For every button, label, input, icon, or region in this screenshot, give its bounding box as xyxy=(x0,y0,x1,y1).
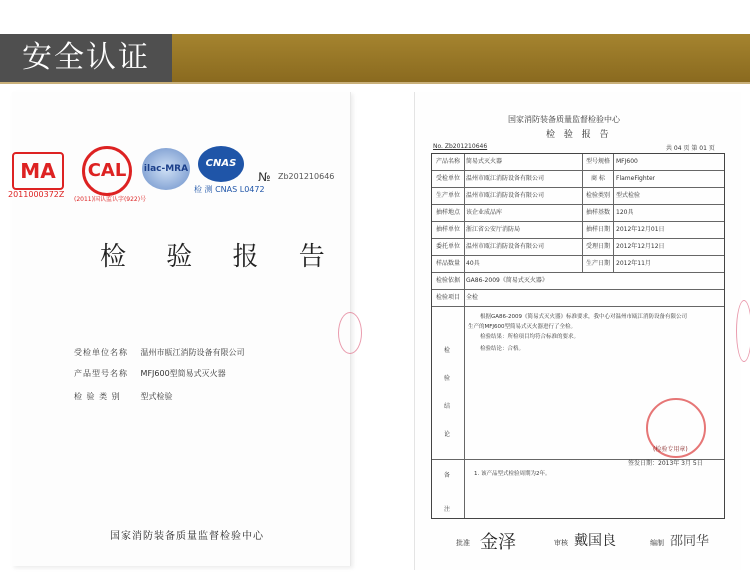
field-inspection-type xyxy=(74,391,173,402)
row-key-2: 生产日期 xyxy=(582,256,614,272)
prepare-label: 编制 xyxy=(650,539,664,547)
cnas-code xyxy=(194,184,265,195)
banner-underline xyxy=(0,82,750,84)
field-label: 检 验 类 别 xyxy=(74,392,121,401)
cnas-logo-text: CNAS xyxy=(205,158,237,169)
report-detail-number: No. Zb201210646 xyxy=(433,143,488,150)
section-title: 安全认证 xyxy=(0,34,172,82)
table-row xyxy=(432,273,724,290)
row-value: 全检 xyxy=(466,294,479,301)
row-key: 抽样地点 xyxy=(432,205,465,221)
side-char: 检 xyxy=(444,347,451,354)
report-title: 检 验 报 告 xyxy=(100,242,341,272)
field-value: 温州市瓯江消防设备有限公司 xyxy=(140,348,245,357)
cma-code: 2011000372Z xyxy=(8,190,65,199)
cal-logo xyxy=(82,146,132,196)
row-value: 浙江省公安厅消防局 xyxy=(466,226,521,233)
field-label: 受检单位名称 xyxy=(74,348,128,357)
seal-edge-left xyxy=(338,312,362,354)
row-value: 温州市瓯江消防设备有限公司 xyxy=(466,243,545,250)
row-value: 该企业成品库 xyxy=(466,209,503,216)
field-label: 产品型号名称 xyxy=(74,369,128,378)
conclusion-line: 检验结果：所检项目均符合标准的要求。 xyxy=(480,334,580,340)
table-row xyxy=(432,239,724,256)
row-key: 委托单位 xyxy=(432,239,465,255)
conclusion-line: 检验结论：合格。 xyxy=(480,346,525,352)
report-number: Zb201210646 xyxy=(278,172,335,181)
page-indicator: 共 04 页 第 01 页 xyxy=(666,145,715,152)
ilac-mra-logo xyxy=(142,148,190,190)
conclusion-line: 生产的MFJ600型简易式灭火器进行了全检。 xyxy=(468,324,577,330)
table-row xyxy=(432,188,724,205)
row-key-2: 检验类别 xyxy=(582,188,614,204)
field-inspected-unit xyxy=(74,347,245,358)
approve-label: 批准 xyxy=(456,539,470,547)
review-signature: 戴国良 xyxy=(574,533,616,549)
row-key-2: 商 标 xyxy=(582,171,614,187)
report-header: 国家消防装备质量监督检验中心 xyxy=(508,115,620,124)
cnas-sub: 检 测 xyxy=(194,185,213,194)
row-value-2: 2012年12月12日 xyxy=(616,243,665,250)
approve-signature: 金泽 xyxy=(480,532,516,553)
row-key: 检验项目 xyxy=(432,290,465,306)
side-char: 结 xyxy=(444,403,451,410)
review-label: 审核 xyxy=(554,539,568,547)
cal-logo-text: CAL xyxy=(87,160,127,181)
conclusion-side xyxy=(432,307,465,459)
side-char: 验 xyxy=(444,375,451,382)
field-value: MFJ600型简易式灭火器 xyxy=(140,369,226,378)
row-value: 温州市瓯江消防设备有限公司 xyxy=(466,192,545,199)
row-key-2: 型号规格 xyxy=(582,154,614,170)
row-key: 产品名称 xyxy=(432,154,465,170)
row-key-2: 抽样日期 xyxy=(582,222,614,238)
ilac-logo-text: ilac-MRA xyxy=(143,164,189,174)
cma-logo-text: MA xyxy=(20,159,56,183)
seal-edge-right xyxy=(736,300,750,362)
report-detail-title: 检 验 报 告 xyxy=(546,130,612,140)
row-value-2: 2012年11月 xyxy=(616,260,651,267)
side-char: 备 xyxy=(444,472,451,479)
row-key: 生产单位 xyxy=(432,188,465,204)
row-key: 抽样单位 xyxy=(432,222,465,238)
row-value-2: MFJ600 xyxy=(616,158,638,165)
row-key: 受检单位 xyxy=(432,171,465,187)
table-row xyxy=(432,205,724,222)
row-value-2: 2012年12月01日 xyxy=(616,226,665,233)
cma-logo xyxy=(12,152,64,190)
row-value-2: 型式检验 xyxy=(616,192,641,199)
cal-code: (2011)国认监认字(922)号 xyxy=(74,196,147,203)
row-key: 检验依据 xyxy=(432,273,465,289)
row-value: 简易式灭火器 xyxy=(466,158,503,165)
table-row xyxy=(432,171,724,188)
stamp-label: (检验专用章) xyxy=(653,446,688,453)
conclusion-line: 根据GA86-2009《简易式灭火器》标准要求，我中心对温州市瓯江消防设备有限公司 xyxy=(480,314,688,320)
remark-section xyxy=(432,460,724,518)
row-key-2: 受理日期 xyxy=(582,239,614,255)
cnas-code-text: CNAS L0472 xyxy=(215,185,265,194)
issue-date: 签发日期：2013年 3月 5日 xyxy=(628,460,703,467)
table-row xyxy=(432,256,724,273)
row-value-2: FlameFighter xyxy=(616,175,656,182)
banner-gold-bar xyxy=(172,34,750,82)
row-key: 样品数量 xyxy=(432,256,465,272)
remark-text: 1. 该产品型式检验周期为2年。 xyxy=(474,471,551,477)
field-value: 型式检验 xyxy=(140,392,173,401)
side-char: 注 xyxy=(444,506,451,513)
table-row xyxy=(432,154,724,171)
table-row xyxy=(432,222,724,239)
row-value: GA86-2009《简易式灭火器》 xyxy=(466,277,548,284)
row-value: 温州市瓯江消防设备有限公司 xyxy=(466,175,545,182)
row-value-2: 120具 xyxy=(616,209,634,216)
table-row xyxy=(432,290,724,307)
prepare-signature: 邵同华 xyxy=(670,534,710,549)
cnas-logo xyxy=(198,146,244,182)
row-key-2: 抽样基数 xyxy=(582,205,614,221)
issuer-name: 国家消防装备质量监督检验中心 xyxy=(110,531,264,542)
field-product-model xyxy=(74,368,226,379)
remark-side xyxy=(432,460,465,518)
report-number-mark: № xyxy=(258,170,271,184)
side-char: 论 xyxy=(444,431,451,438)
row-value: 40具 xyxy=(466,260,480,267)
